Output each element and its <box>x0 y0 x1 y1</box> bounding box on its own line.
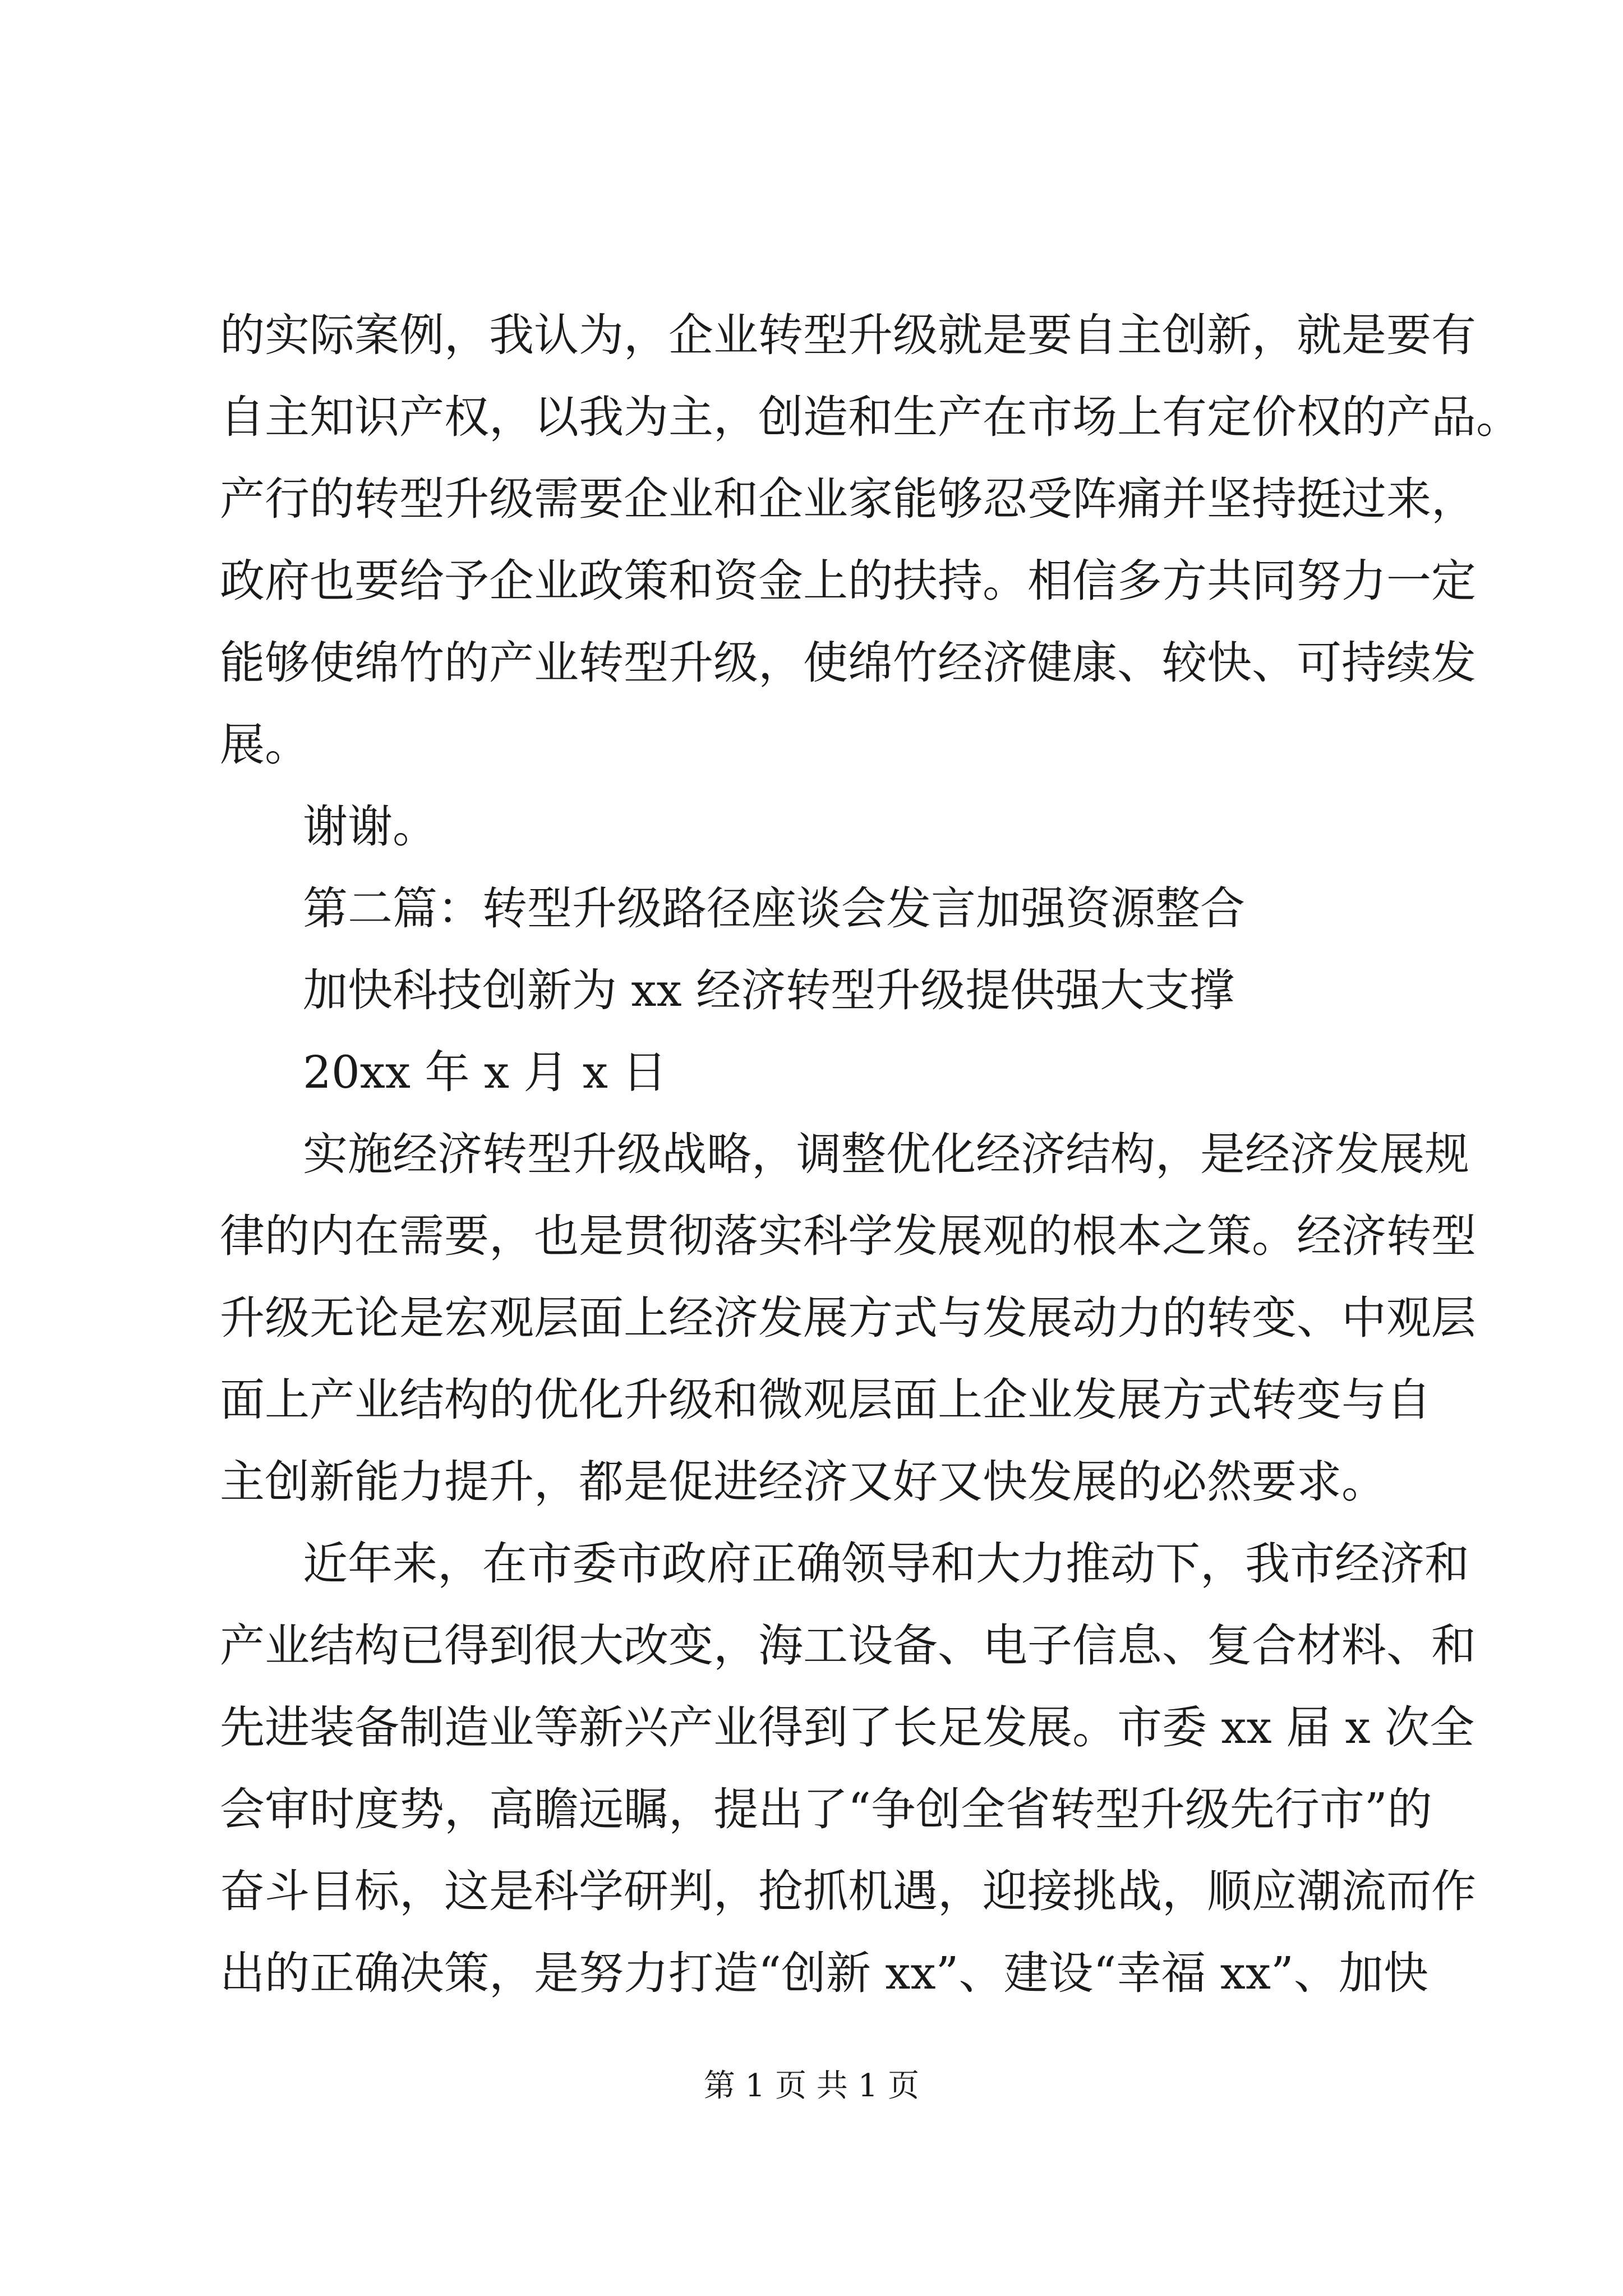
page-number-footer: 第 1 页 共 1 页 <box>703 2068 920 2104</box>
paragraph-line: 展。 <box>220 719 310 771</box>
section-title: 第二篇：转型升级路径座谈会发言加强资源整合 <box>303 882 1245 935</box>
paragraph-line: 能够使绵竹的产业转型升级，使绵竹经济健康、较快、可持续发 <box>220 637 1476 689</box>
paragraph-line: 先进装备制造业等新兴产业得到了长足发展。市委 xx 届 x 次全 <box>220 1701 1475 1754</box>
paragraph-line: 升级无论是宏观层面上经济发展方式与发展动力的转变、中观层 <box>220 1292 1476 1344</box>
paragraph-line: 的实际案例，我认为，企业转型升级就是要自主创新，就是要有 <box>220 309 1476 361</box>
paragraph-line: 律的内在需要，也是贯彻落实科学发展观的根本之策。经济转型 <box>220 1210 1476 1262</box>
paragraph-line: 产业结构已得到很大改变，海工设备、电子信息、复合材料、和 <box>220 1619 1476 1672</box>
paragraph-line: 近年来，在市委市政府正确领导和大力推动下，我市经济和 <box>303 1538 1469 1590</box>
paragraph-line: 产行的转型升级需要企业和企业家能够忍受阵痛并坚持挺过来， <box>220 473 1476 525</box>
paragraph-line: 奋斗目标，这是科学研判，抢抓机遇，迎接挑战，顺应潮流而作 <box>220 1865 1476 1917</box>
paragraph-line: 会审时度势，高瞻远瞩，提出了“争创全省转型升级先行市”的 <box>220 1783 1432 1835</box>
paragraph-line: 出的正确决策，是努力打造“创新 xx”、建设“幸福 xx”、加快 <box>220 1947 1428 1999</box>
paragraph-line: 主创新能力提升，都是促进经济又好又快发展的必然要求。 <box>220 1456 1386 1508</box>
document-date: 20xx 年 x 月 x 日 <box>303 1046 667 1098</box>
closing-thanks: 谢谢。 <box>303 800 437 853</box>
paragraph-line: 政府也要给予企业政策和资金上的扶持。相信多方共同努力一定 <box>220 555 1476 607</box>
paragraph-line: 实施经济转型升级战略，调整优化经济结构，是经济发展规 <box>303 1128 1469 1180</box>
section-subtitle: 加快科技创新为 xx 经济转型升级提供强大支撑 <box>303 964 1235 1016</box>
paragraph-line: 面上产业结构的优化升级和微观层面上企业发展方式转变与自 <box>220 1374 1431 1426</box>
paragraph-line: 自主知识产权，以我为主，创造和生产在市场上有定价权的产品。 <box>220 391 1521 443</box>
